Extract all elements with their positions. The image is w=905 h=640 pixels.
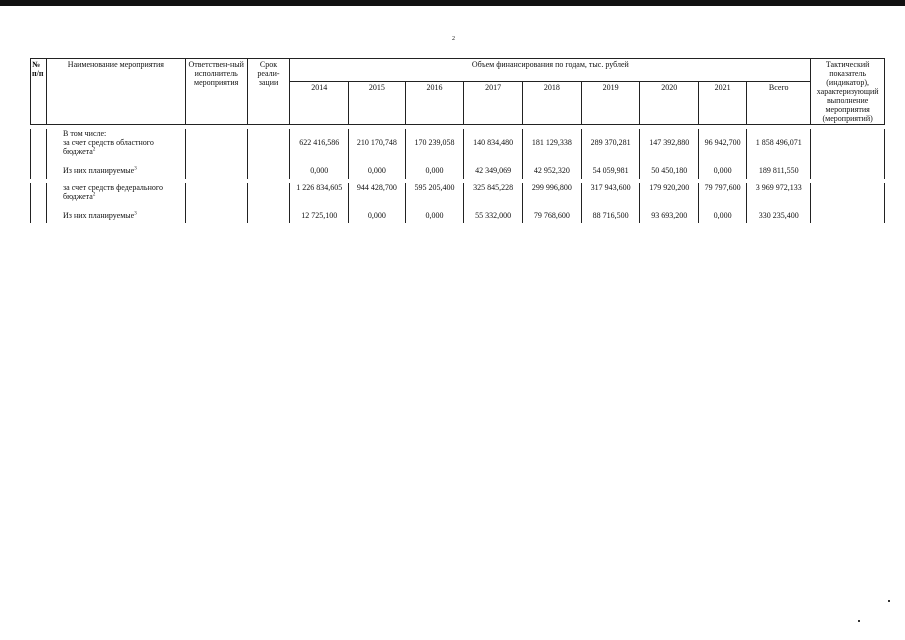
row-label-text: Из них планируемые (63, 166, 135, 175)
row-label (47, 183, 186, 211)
value-cell: 595 205,400 (405, 183, 464, 211)
table-body (31, 125, 885, 228)
value-cell: 88 716,500 (581, 211, 640, 223)
row-label (47, 138, 186, 166)
value-cell: 0,000 (405, 166, 464, 179)
year-header: 2021 (699, 82, 747, 125)
value-cell: 170 239,058 (405, 138, 464, 166)
header-row-1 (31, 59, 885, 82)
value-cell: 325 845,228 (464, 183, 523, 211)
intro-row (31, 129, 885, 138)
table-row (31, 138, 885, 166)
col-funding-header: Объем финансирования по годам, тыс. рублей (290, 59, 811, 82)
year-header: 2020 (640, 82, 699, 125)
value-cell: 93 693,200 (640, 211, 699, 223)
year-header: 2017 (464, 82, 523, 125)
col-num-header: № п/п (31, 59, 47, 125)
total-cell: 3 969 972,133 (747, 183, 811, 211)
table-row (31, 211, 885, 223)
footnote-mark: 3 (134, 166, 137, 172)
value-cell: 622 416,586 (290, 138, 349, 166)
total-cell: 1 858 496,071 (747, 138, 811, 166)
value-cell: 55 332,000 (464, 211, 523, 223)
value-cell: 0,000 (699, 166, 747, 179)
year-header: 2014 (290, 82, 349, 125)
row-label-text: за счет средств областного бюджета (63, 138, 154, 156)
total-cell: 330 235,400 (747, 211, 811, 223)
value-cell: 317 943,600 (581, 183, 640, 211)
footnote-mark: 2 (92, 147, 96, 153)
year-header: 2016 (405, 82, 464, 125)
col-responsible-header: Ответствен-ный исполнитель мероприятия (185, 59, 247, 125)
footnote-mark: 3 (134, 211, 137, 217)
scan-dot (858, 620, 860, 622)
value-cell: 0,000 (349, 211, 406, 223)
footnote-mark: 2 (92, 192, 96, 198)
value-cell: 140 834,480 (464, 138, 523, 166)
col-name-header: Наименование мероприятия (47, 59, 186, 125)
value-cell: 299 996,800 (523, 183, 582, 211)
row-label (47, 211, 186, 223)
value-cell: 12 725,100 (290, 211, 349, 223)
total-header: Всего (747, 82, 811, 125)
value-cell: 944 428,700 (349, 183, 406, 211)
value-cell: 79 797,600 (699, 183, 747, 211)
page-number: 2 (452, 36, 455, 42)
value-cell: 181 129,338 (523, 138, 582, 166)
year-header: 2018 (523, 82, 582, 125)
row-label (47, 166, 186, 179)
value-cell: 42 952,320 (523, 166, 582, 179)
value-cell: 42 349,069 (464, 166, 523, 179)
table-row (31, 166, 885, 179)
value-cell: 179 920,200 (640, 183, 699, 211)
scan-dot (888, 600, 890, 602)
value-cell: 0,000 (699, 211, 747, 223)
total-cell: 189 811,550 (747, 166, 811, 179)
value-cell: 50 450,180 (640, 166, 699, 179)
row-label-text: за счет средств федерального бюджета (63, 183, 163, 201)
col-term-header: Срок реали-зации (247, 59, 290, 125)
value-cell: 79 768,600 (523, 211, 582, 223)
value-cell: 0,000 (405, 211, 464, 223)
value-cell: 0,000 (349, 166, 406, 179)
value-cell: 210 170,748 (349, 138, 406, 166)
page-top-border (0, 0, 905, 6)
table-row (31, 183, 885, 211)
value-cell: 54 059,981 (581, 166, 640, 179)
col-indicator-header: Тактический показатель (индикатор), характеризующий выполнение мероприятия (мероприятий) (811, 59, 885, 125)
year-header: 2015 (349, 82, 406, 125)
year-header: 2019 (581, 82, 640, 125)
row-label-text: Из них планируемые (63, 211, 135, 220)
value-cell: 1 226 834,605 (290, 183, 349, 211)
value-cell: 147 392,880 (640, 138, 699, 166)
value-cell: 0,000 (290, 166, 349, 179)
financing-table (30, 58, 885, 227)
intro-label: В том числе: (47, 129, 186, 138)
value-cell: 96 942,700 (699, 138, 747, 166)
value-cell: 289 370,281 (581, 138, 640, 166)
